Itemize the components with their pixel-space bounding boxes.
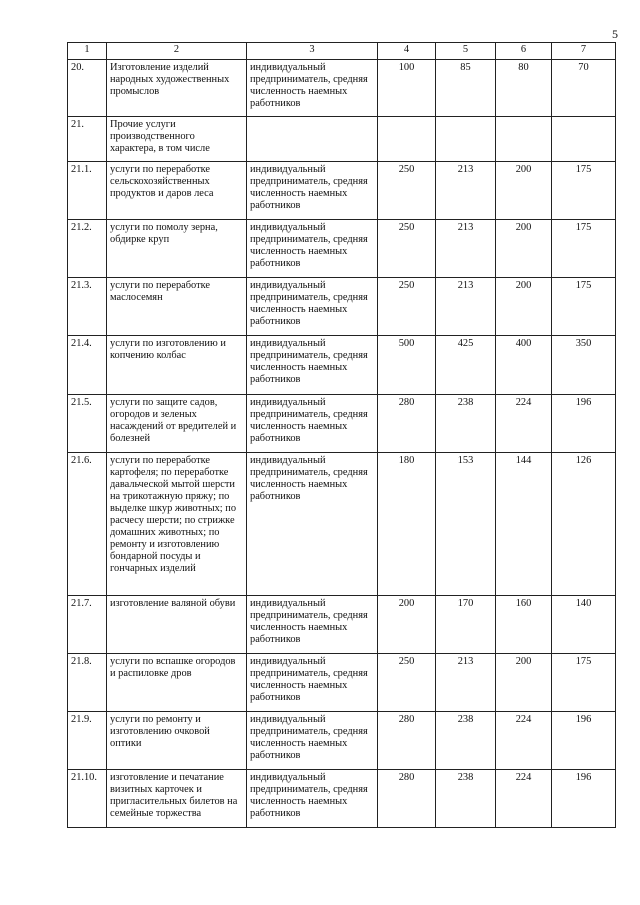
- value-col6: 200: [496, 654, 552, 712]
- row-number: 21.9.: [68, 712, 107, 770]
- value-col7: 175: [552, 654, 616, 712]
- column-header: 5: [436, 43, 496, 60]
- table-row: [68, 60, 616, 117]
- service-description: Изготовление изделий народных художественных промыслов: [107, 60, 247, 117]
- taxpayer-category: индивидуальный предприниматель, средняя численность наемных работников: [247, 596, 378, 654]
- service-description: изготовление валяной обуви: [107, 596, 247, 654]
- value-col5: 213: [436, 654, 496, 712]
- column-header: 2: [107, 43, 247, 60]
- row-number: 21.10.: [68, 770, 107, 828]
- value-col7: 350: [552, 336, 616, 395]
- table-row: [68, 453, 616, 596]
- service-description: услуги по изготовлению и копчению колбас: [107, 336, 247, 395]
- value-col4: 180: [378, 453, 436, 596]
- value-col7: 140: [552, 596, 616, 654]
- column-header: 4: [378, 43, 436, 60]
- table-row: [68, 770, 616, 828]
- taxpayer-category: индивидуальный предприниматель, средняя численность наемных работников: [247, 770, 378, 828]
- taxpayer-category: индивидуальный предприниматель, средняя численность наемных работников: [247, 453, 378, 596]
- service-description: услуги по переработке картофеля; по переработке давальческой мытой шерсти на трикотажную пряжу; по выделке шкур животных; по расчесу шерсти; по стрижке домашних животных; по ремонту и изготовлению бондарной посуды и гончарных изделий: [107, 453, 247, 596]
- taxpayer-category: индивидуальный предприниматель, средняя численность наемных работников: [247, 278, 378, 336]
- row-number: 21.6.: [68, 453, 107, 596]
- value-col6: [496, 117, 552, 162]
- column-header: 7: [552, 43, 616, 60]
- value-col4: 250: [378, 220, 436, 278]
- value-col6: 80: [496, 60, 552, 117]
- taxpayer-category: индивидуальный предприниматель, средняя численность наемных работников: [247, 712, 378, 770]
- value-col4: 280: [378, 395, 436, 453]
- value-col7: 175: [552, 162, 616, 220]
- service-description: услуги по вспашке огородов и распиловке дров: [107, 654, 247, 712]
- row-number: 21.: [68, 117, 107, 162]
- taxpayer-category: индивидуальный предприниматель, средняя численность наемных работников: [247, 220, 378, 278]
- page-number: 5: [612, 27, 618, 41]
- value-col5: 153: [436, 453, 496, 596]
- table-row: [68, 162, 616, 220]
- value-col5: 425: [436, 336, 496, 395]
- tariff-table: [67, 42, 616, 828]
- value-col4: 100: [378, 60, 436, 117]
- row-number: 21.1.: [68, 162, 107, 220]
- column-header: 3: [247, 43, 378, 60]
- value-col7: 196: [552, 712, 616, 770]
- value-col4: 280: [378, 712, 436, 770]
- column-header: 6: [496, 43, 552, 60]
- value-col5: 238: [436, 395, 496, 453]
- value-col6: 200: [496, 162, 552, 220]
- value-col7: 175: [552, 220, 616, 278]
- value-col5: 85: [436, 60, 496, 117]
- service-description: услуги по помолу зерна, обдирке круп: [107, 220, 247, 278]
- service-description: услуги по ремонту и изготовлению очковой оптики: [107, 712, 247, 770]
- taxpayer-category: [247, 117, 378, 162]
- value-col4: 250: [378, 654, 436, 712]
- service-description: услуги по защите садов, огородов и зеленых насаждений от вредителей и болезней: [107, 395, 247, 453]
- table-row: [68, 220, 616, 278]
- value-col4: 200: [378, 596, 436, 654]
- service-description: услуги по переработке сельскохозяйственных продуктов и даров леса: [107, 162, 247, 220]
- column-header: 1: [68, 43, 107, 60]
- value-col7: 175: [552, 278, 616, 336]
- value-col4: 280: [378, 770, 436, 828]
- value-col4: [378, 117, 436, 162]
- value-col6: 224: [496, 395, 552, 453]
- table-row: [68, 712, 616, 770]
- taxpayer-category: индивидуальный предприниматель, средняя численность наемных работников: [247, 60, 378, 117]
- value-col6: 160: [496, 596, 552, 654]
- value-col7: 70: [552, 60, 616, 117]
- taxpayer-category: индивидуальный предприниматель, средняя численность наемных работников: [247, 162, 378, 220]
- table-row: [68, 278, 616, 336]
- taxpayer-category: индивидуальный предприниматель, средняя численность наемных работников: [247, 395, 378, 453]
- value-col6: 400: [496, 336, 552, 395]
- value-col6: 224: [496, 712, 552, 770]
- value-col6: 200: [496, 220, 552, 278]
- table-row: [68, 117, 616, 162]
- value-col6: 200: [496, 278, 552, 336]
- value-col7: 126: [552, 453, 616, 596]
- value-col5: 213: [436, 278, 496, 336]
- row-number: 21.5.: [68, 395, 107, 453]
- service-description: Прочие услуги производственного характера, в том числе: [107, 117, 247, 162]
- row-number: 20.: [68, 60, 107, 117]
- value-col5: 238: [436, 770, 496, 828]
- taxpayer-category: индивидуальный предприниматель, средняя численность наемных работников: [247, 336, 378, 395]
- taxpayer-category: индивидуальный предприниматель, средняя численность наемных работников: [247, 654, 378, 712]
- row-number: 21.4.: [68, 336, 107, 395]
- header-row: [68, 43, 616, 60]
- value-col5: 238: [436, 712, 496, 770]
- row-number: 21.3.: [68, 278, 107, 336]
- row-number: 21.2.: [68, 220, 107, 278]
- table-row: [68, 336, 616, 395]
- value-col5: 213: [436, 162, 496, 220]
- service-description: услуги по переработке маслосемян: [107, 278, 247, 336]
- value-col4: 500: [378, 336, 436, 395]
- value-col4: 250: [378, 162, 436, 220]
- row-number: 21.8.: [68, 654, 107, 712]
- table-row: [68, 654, 616, 712]
- row-number: 21.7.: [68, 596, 107, 654]
- value-col4: 250: [378, 278, 436, 336]
- table-row: [68, 395, 616, 453]
- value-col7: [552, 117, 616, 162]
- service-description: изготовление и печатание визитных карточек и пригласительных билетов на семейные торжества: [107, 770, 247, 828]
- value-col6: 144: [496, 453, 552, 596]
- table-row: [68, 596, 616, 654]
- value-col7: 196: [552, 770, 616, 828]
- value-col5: [436, 117, 496, 162]
- value-col5: 170: [436, 596, 496, 654]
- value-col6: 224: [496, 770, 552, 828]
- value-col7: 196: [552, 395, 616, 453]
- value-col5: 213: [436, 220, 496, 278]
